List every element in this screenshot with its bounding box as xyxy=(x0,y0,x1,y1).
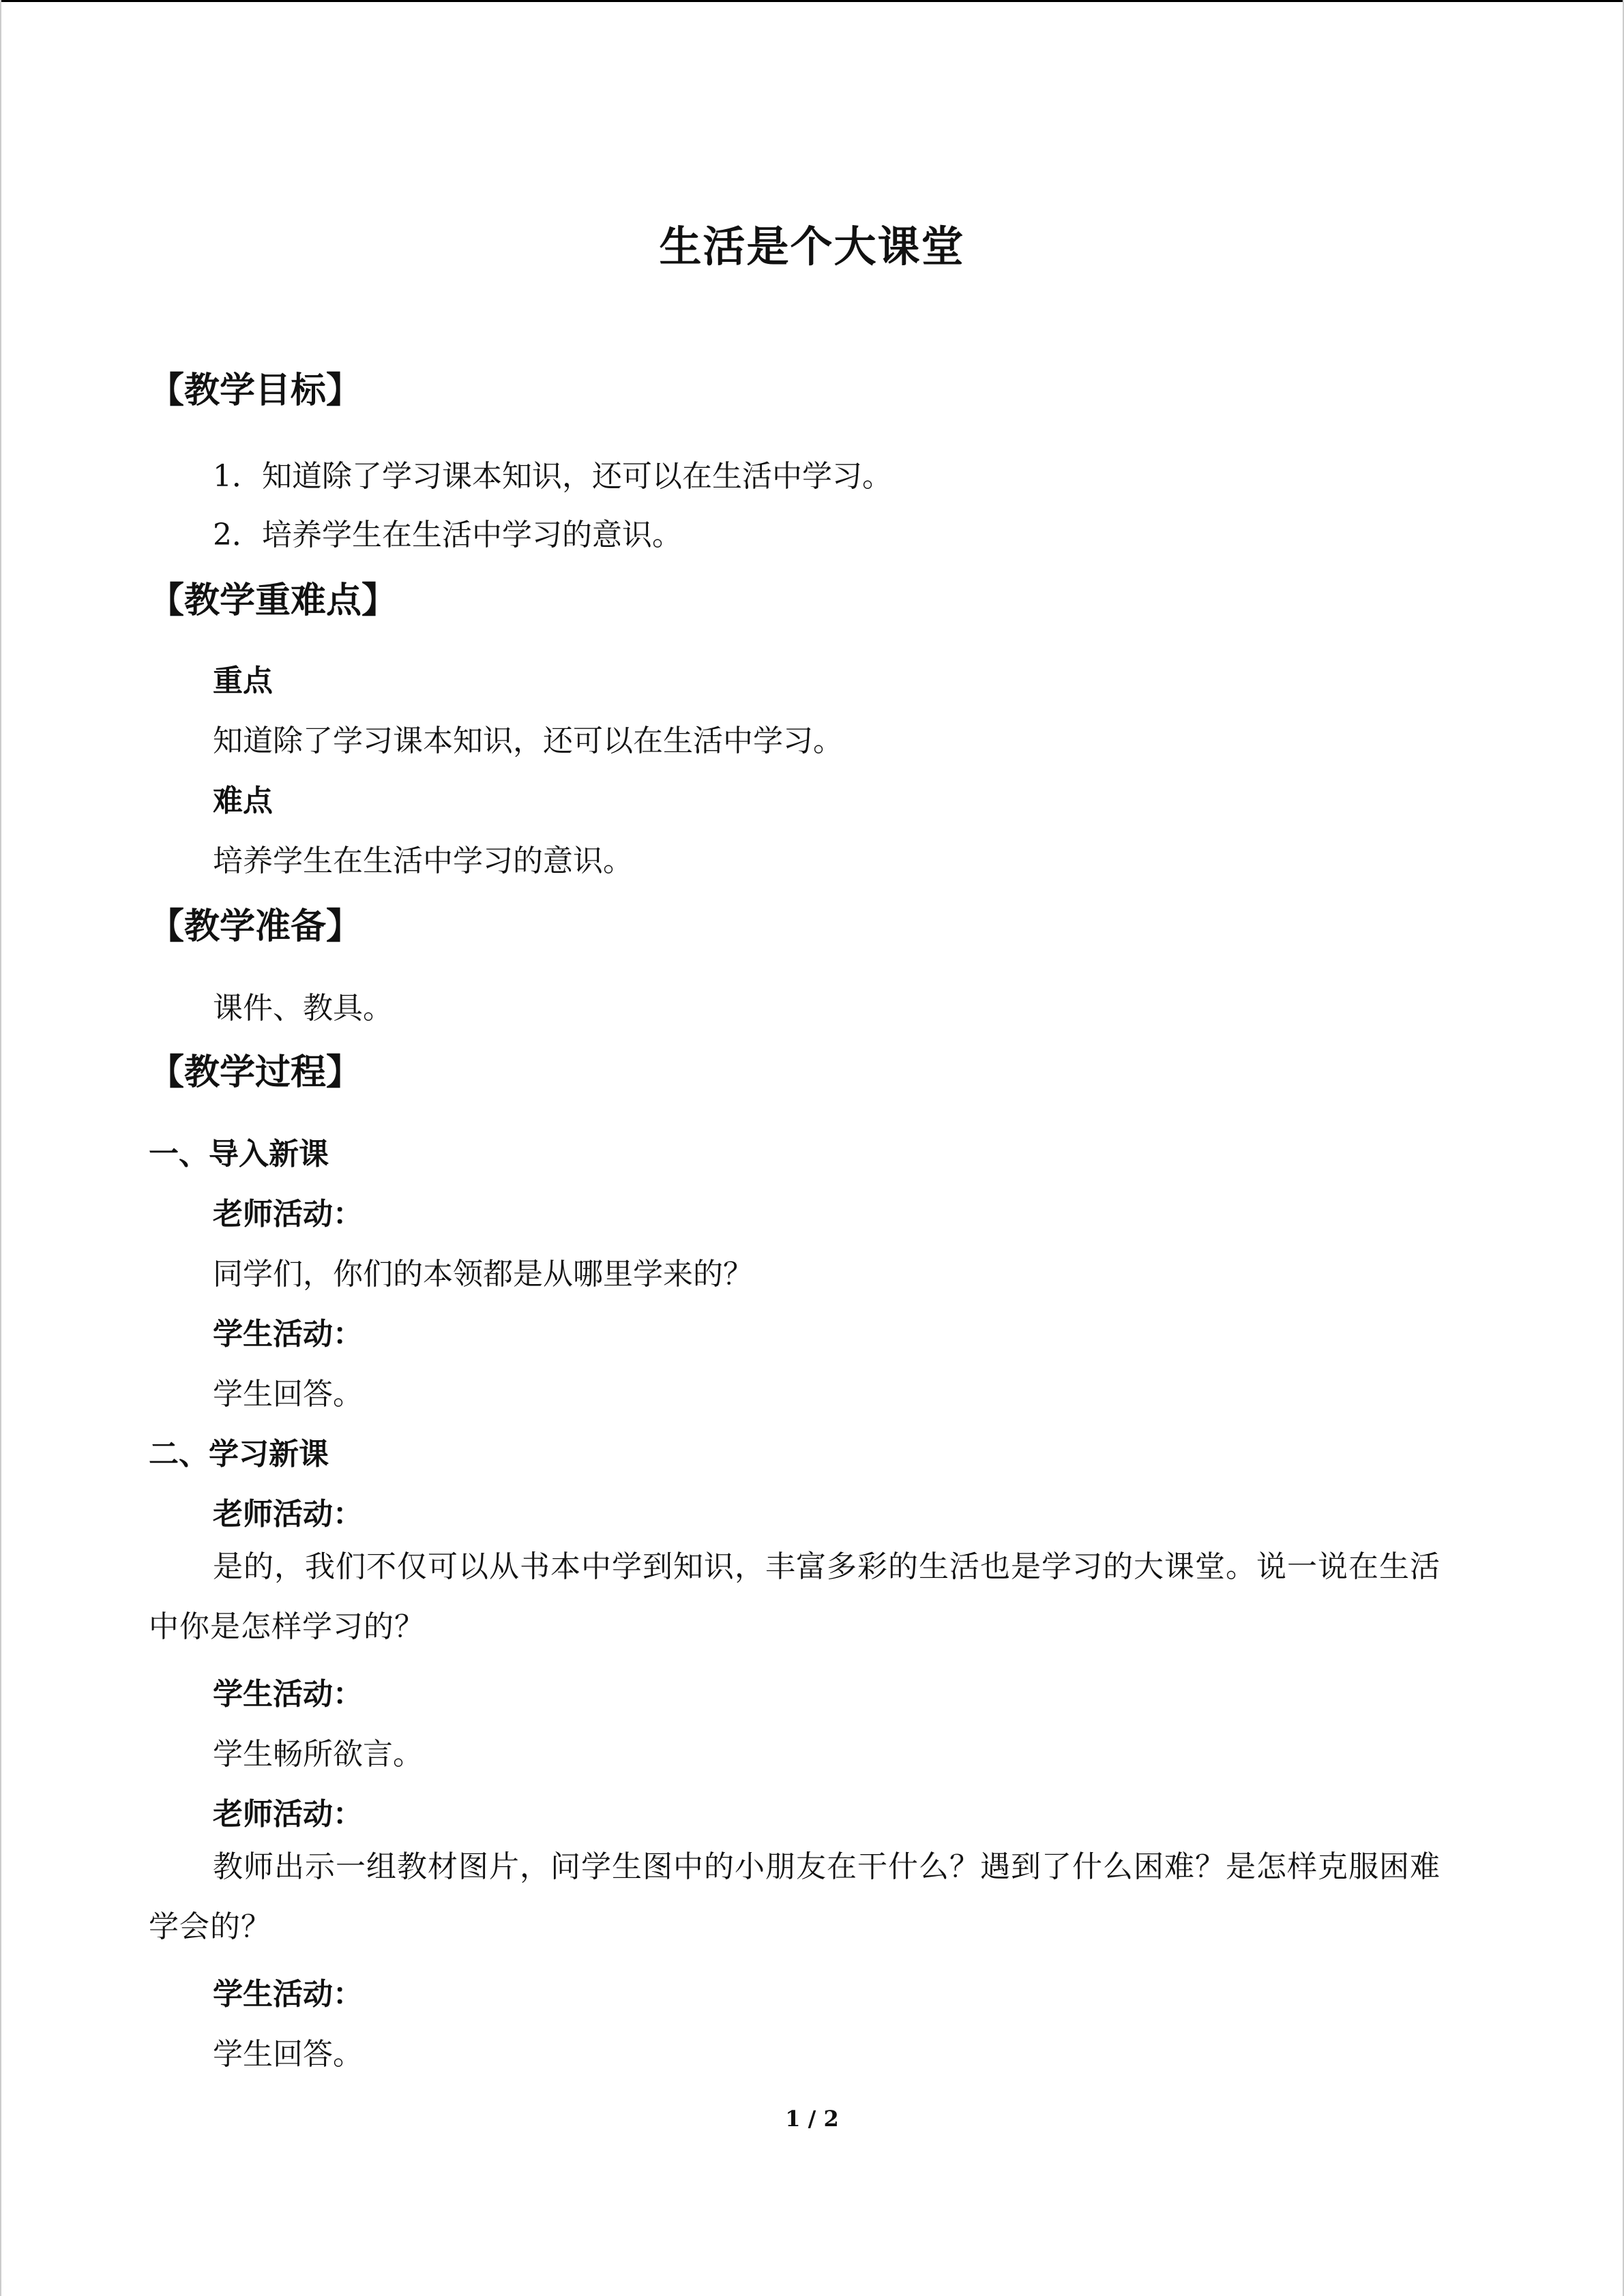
objective-item-1: 1．知道除了学习课本知识，还可以在生活中学习。 xyxy=(213,459,892,494)
top-border xyxy=(0,0,1624,2)
part2-student-text-1: 学生畅所欲言。 xyxy=(213,1737,423,1772)
preparation-heading: 【教学准备】 xyxy=(149,906,362,947)
part2-student-text-2: 学生回答。 xyxy=(213,2037,363,2072)
part2-student-label-1: 学生活动： xyxy=(213,1677,363,1712)
part1-teacher-text: 同学们，你们的本领都是从哪里学来的？ xyxy=(213,1257,753,1292)
objectives-heading: 【教学目标】 xyxy=(149,370,362,411)
process-heading: 【教学过程】 xyxy=(149,1052,362,1093)
objective-item-2: 2．培养学生在生活中学习的意识。 xyxy=(213,518,682,552)
part1-student-text: 学生回答。 xyxy=(213,1377,363,1412)
difficulty-label: 难点 xyxy=(213,784,273,818)
part1-student-label: 学生活动： xyxy=(213,1317,363,1352)
preparation-text: 课件、教具。 xyxy=(213,991,393,1026)
focus-label: 重点 xyxy=(213,664,273,698)
page-number: 1 / 2 xyxy=(785,2106,839,2132)
part1-heading: 一、导入新课 xyxy=(149,1137,329,1172)
part2-student-label-2: 学生活动： xyxy=(213,1977,363,2012)
left-border xyxy=(0,0,1,2296)
part2-teacher-text-2: 教师出示一组教材图片，问学生图中的小朋友在干什么？遇到了什么困难？是怎样克服困难学会的？ xyxy=(149,1849,1441,1944)
part2-teacher-label-1: 老师活动： xyxy=(213,1497,363,1532)
focus-text: 知道除了学习课本知识，还可以在生活中学习。 xyxy=(213,724,843,758)
part2-teacher-text-1: 是的，我们不仅可以从书本中学到知识，丰富多彩的生活也是学习的大课堂。说一说在生活中你是怎样学习的？ xyxy=(149,1549,1441,1644)
page-title: 生活是个大课堂 xyxy=(659,222,965,271)
part2-heading: 二、学习新课 xyxy=(149,1437,329,1472)
part2-teacher-label-2: 老师活动： xyxy=(213,1797,363,1832)
key-points-heading: 【教学重难点】 xyxy=(149,580,398,621)
difficulty-text: 培养学生在生活中学习的意识。 xyxy=(213,844,633,878)
part1-teacher-label: 老师活动： xyxy=(213,1197,363,1232)
